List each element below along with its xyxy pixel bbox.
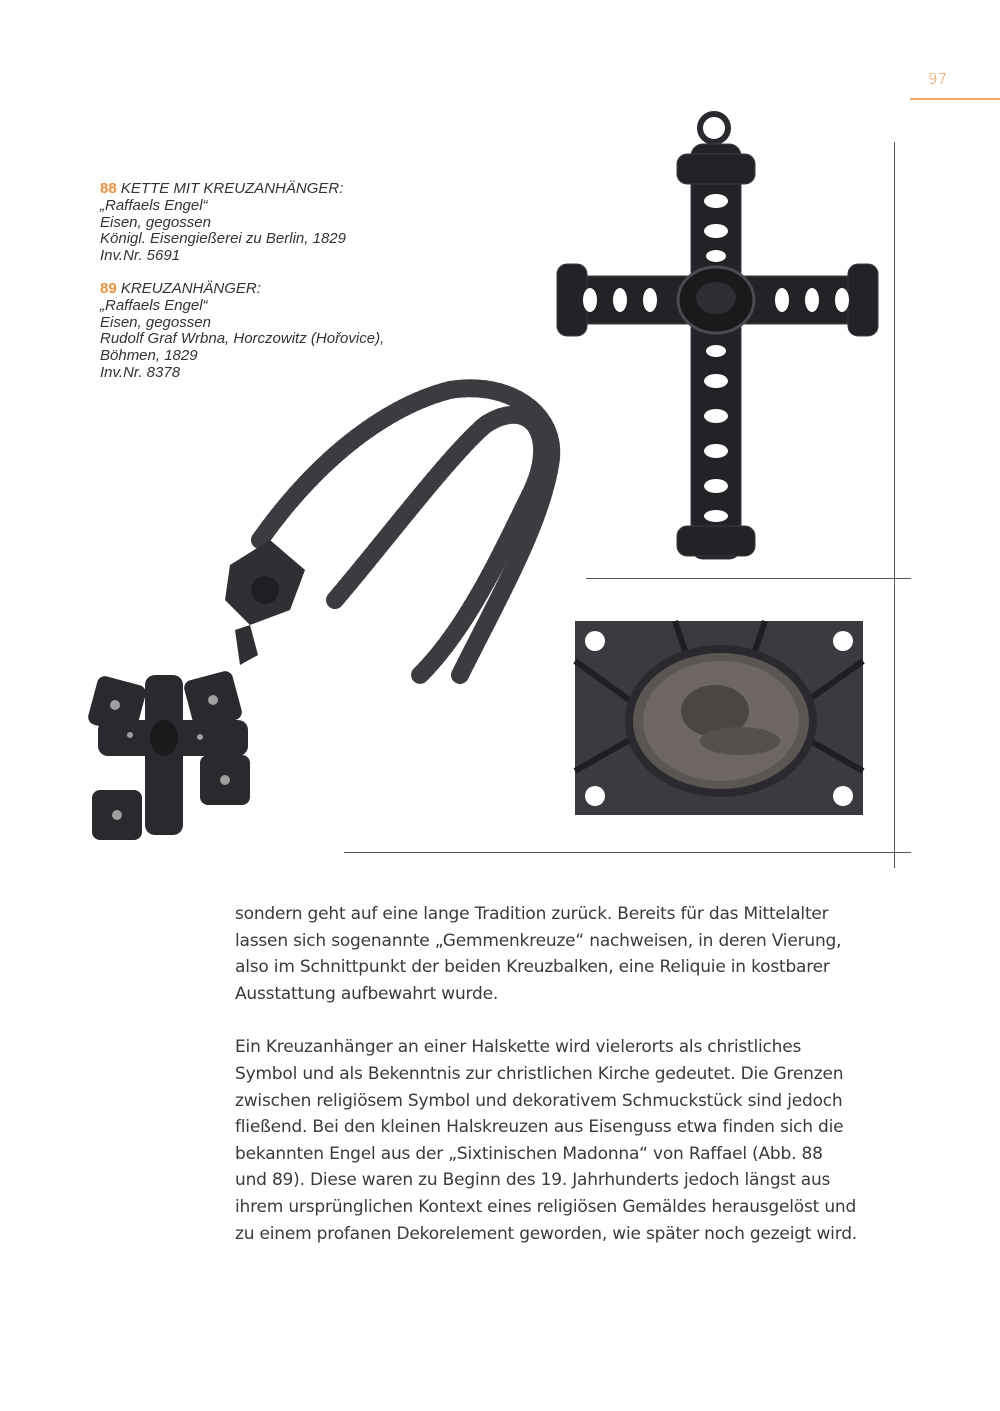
text-line: und 89). Diese waren zu Beginn des 19. Jahrhunderts jedoch längst aus — [235, 1170, 831, 1191]
frame-horizontal-rule-bottom — [344, 852, 911, 853]
cross-pendant-image — [555, 106, 880, 566]
caption-88-title: KETTE MIT KREUZANHÄNGER: — [120, 180, 344, 197]
caption-89-line: Böhmen, 1829 — [100, 347, 198, 365]
page-number-rule — [910, 98, 1000, 100]
text-line: fließend. Bei den kleinen Halskreuzen aus Eisenguss etwa finden sich die — [235, 1117, 844, 1138]
caption-89 — [100, 281, 460, 382]
text-line: Ausstattung aufbewahrt wurde. — [235, 983, 499, 1004]
text-line: also im Schnittpunkt der beiden Kreuzbalken, eine Reliquie in kostbarer — [235, 957, 830, 978]
paragraph — [235, 901, 895, 1007]
caption-88-number: 88 — [100, 180, 117, 197]
text-line: Ein Kreuzanhänger an einer Halskette wird vielerorts als christliches — [235, 1037, 802, 1058]
text-line: ihrem ursprünglichen Kontext eines religiösen Gemäldes herausgelöst und — [235, 1196, 857, 1217]
text-line: zwischen religiösem Symbol und dekorativem Schmuckstück sind jedoch — [235, 1090, 843, 1111]
paragraph — [235, 1034, 895, 1247]
caption-88-line: Königl. Eisengießerei zu Berlin, 1829 — [100, 230, 346, 248]
caption-89-line: Rudolf Graf Wrbna, Horczowitz (Hořovice), — [100, 330, 385, 348]
text-line: bekannten Engel aus der „Sixtinischen Madonna“ von Raffael (Abb. 88 — [235, 1143, 823, 1164]
text-line: lassen sich sogenannte „Gemmenkreuze“ nachweisen, in deren Vierung, — [235, 930, 842, 951]
caption-89-number: 89 — [100, 279, 117, 297]
caption-89-line: Inv.Nr. 8378 — [100, 363, 181, 381]
text-line: sondern geht auf eine lange Tradition zurück. Bereits für das Mittelalter — [235, 904, 829, 924]
caption-88-heading — [100, 181, 460, 198]
text-line: zu einem profanen Dekorelement geworden, wie später noch gezeigt wird. — [235, 1223, 857, 1244]
caption-88 — [100, 181, 460, 265]
caption-88-line: Inv.Nr. 5691 — [100, 247, 181, 265]
caption-88-line: „Raffaels Engel“ — [100, 196, 208, 214]
caption-88-line: Eisen, gegossen — [100, 213, 211, 231]
caption-89-title: KREUZANHÄNGER: — [120, 279, 261, 297]
caption-89-heading — [100, 281, 460, 298]
text-line: Symbol und als Bekenntnis zur christlichen Kirche gedeutet. Die Grenzen — [235, 1063, 844, 1084]
cameo-detail-image — [575, 621, 863, 815]
frame-horizontal-rule-mid — [586, 578, 911, 579]
caption-89-line: Eisen, gegossen — [100, 313, 211, 331]
caption-89-line: „Raffaels Engel“ — [100, 296, 208, 314]
frame-vertical-rule — [894, 142, 895, 868]
page-number: 97 — [928, 70, 948, 88]
captions — [100, 181, 460, 398]
necklace-cross-image — [90, 375, 580, 850]
body-text — [235, 901, 895, 1274]
